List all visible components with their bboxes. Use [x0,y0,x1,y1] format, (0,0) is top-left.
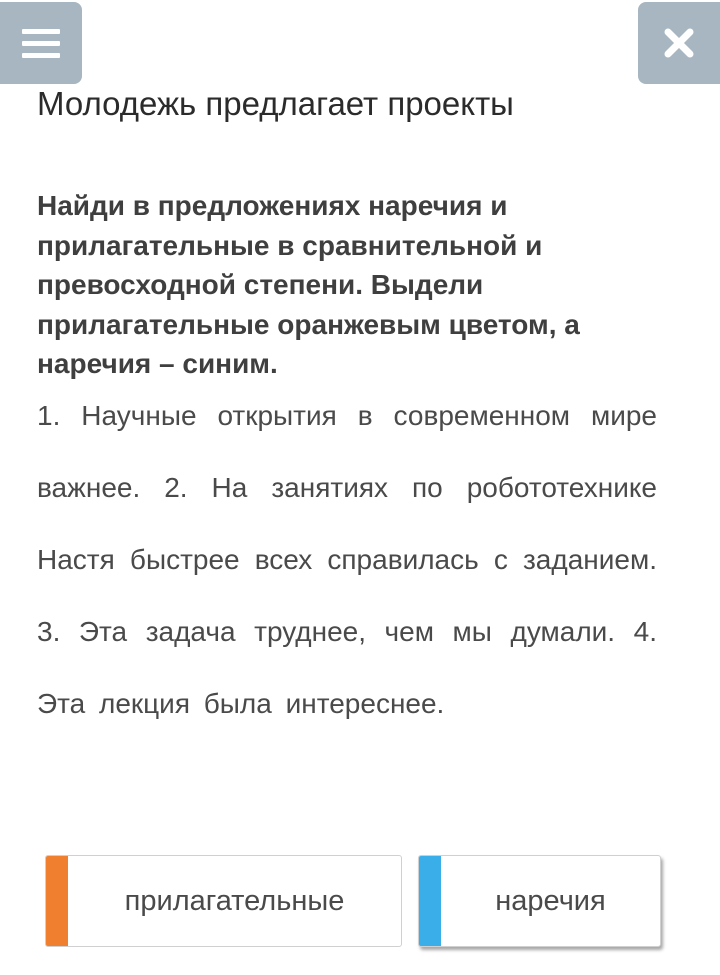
orange-color-marker [46,856,68,946]
menu-button[interactable] [0,2,82,84]
adverbs-button[interactable] [418,855,661,947]
task-instruction: Найди в предложениях наречия и прилагательные в сравнительной и превосходной степени. Выдели прилагательные оранжевым цветом, а наречия – синим. [37,190,580,379]
close-button[interactable] [638,2,720,84]
adjectives-button-label: прилагательные [124,884,345,917]
page-title: Молодежь предлагает проекты [37,85,514,122]
adverbs-button-label: наречия [495,884,606,917]
hamburger-menu-icon [22,29,60,34]
close-x-icon [662,26,696,60]
hamburger-menu-icon-bar [22,53,60,58]
blue-color-marker [419,856,441,946]
hamburger-menu-icon-bar [22,41,60,46]
adjectives-button[interactable] [45,855,402,947]
exercise-text: 1. Научные открытия в современном мире важнее. 2. На занятиях по робототехнике Настя быстрее всех справилась с заданием. 3. Эта задача труднее, чем мы думали. 4. Эта лекция была интереснее. [37,400,657,719]
